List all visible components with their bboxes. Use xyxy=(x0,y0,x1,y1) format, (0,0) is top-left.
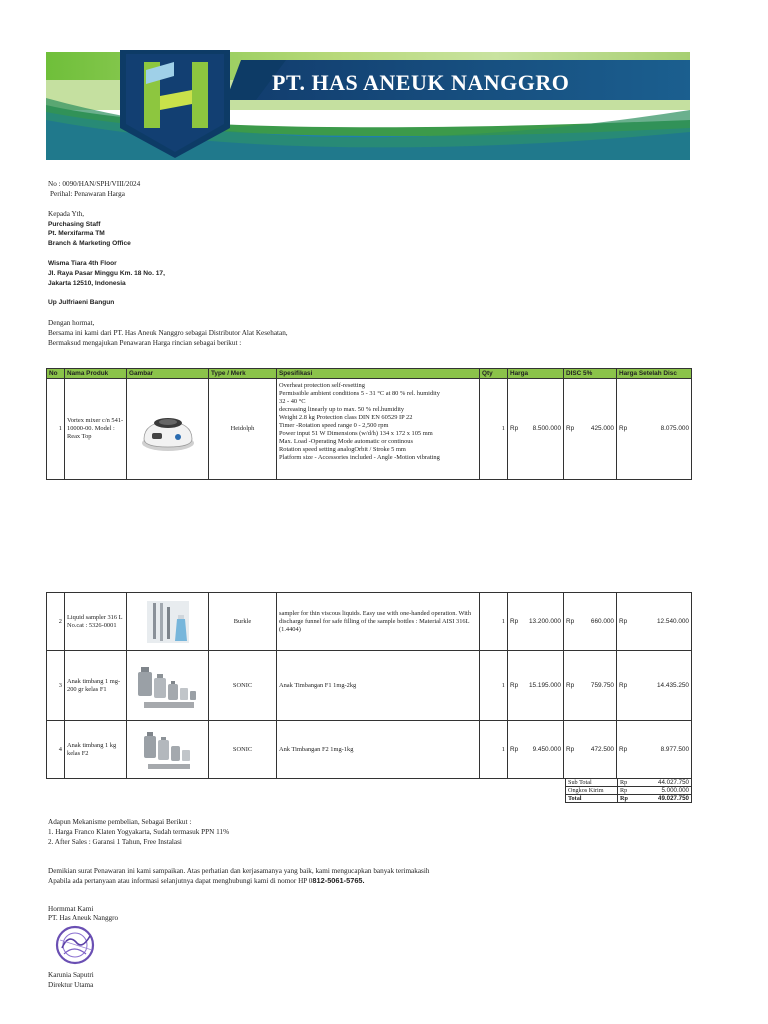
price-value: 13.200.000 xyxy=(529,617,561,625)
signature-company: PT. Has Aneuk Nanggro xyxy=(48,914,119,922)
product-spec: Anak Timbangan F1 1mg-2kg xyxy=(277,651,480,721)
product-name: Vortex mixer c/n 541-10000-00. Model : Reax Top xyxy=(65,379,127,480)
company-name: PT. HAS ANEUK NANGGRO xyxy=(272,70,570,95)
row-no: 3 xyxy=(47,651,65,721)
col-header: No xyxy=(47,369,65,379)
final-price xyxy=(617,651,692,721)
to-label: Kepada Yth, xyxy=(48,210,85,218)
shipping-row xyxy=(566,787,692,795)
terms-item: 2. After Sales : Garansi 1 Tahun, Free Instalasi xyxy=(48,838,182,846)
spec-line: Overheat protection self-resetting xyxy=(279,382,365,389)
summary-label: Sub Total xyxy=(566,779,618,787)
discount xyxy=(564,721,617,779)
summary-value: 5.000.000 xyxy=(634,787,692,795)
currency: Rp xyxy=(510,425,519,432)
qty: 1 xyxy=(480,379,508,480)
table-row xyxy=(47,651,692,721)
product-name: Liquid sampler 316 L No.cat : 5326-0001 xyxy=(65,593,127,651)
qty: 1 xyxy=(480,651,508,721)
address-line: Wisma Tiara 4th Floor xyxy=(48,260,117,267)
spec-line: Max. Load -Operating Mode automatic or continous xyxy=(279,438,413,445)
recipient-line: Branch & Marketing Office xyxy=(48,240,131,247)
product-image xyxy=(127,721,209,779)
col-header: Qty xyxy=(480,369,508,379)
currency: Rp xyxy=(619,745,628,753)
letterhead-banner xyxy=(46,50,690,160)
subtotal-row xyxy=(566,779,692,787)
currency: Rp xyxy=(566,745,575,753)
col-header: Nama Produk xyxy=(65,369,127,379)
summary-label: Total xyxy=(566,795,618,803)
price-value: 9.450.000 xyxy=(532,745,561,753)
discount xyxy=(564,593,617,651)
summary-value: 49.027.750 xyxy=(634,795,692,803)
weight-set-f2-image xyxy=(140,726,196,774)
final-price xyxy=(617,721,692,779)
product-type: Burkle xyxy=(209,593,277,651)
discount-value: 660.000 xyxy=(590,617,614,625)
currency: Rp xyxy=(619,681,628,689)
table-row xyxy=(47,379,692,480)
product-image xyxy=(127,651,209,721)
discount xyxy=(564,379,617,480)
row-no: 1 xyxy=(47,379,65,480)
intro-line: Bersama ini kami dari PT. Has Aneuk Nanggro sebagai Distributor Alat Kesehatan, xyxy=(48,329,288,337)
product-name: Anak timbang 1 mg-200 gr kelas F1 xyxy=(65,651,127,721)
currency: Rp xyxy=(566,681,575,689)
final-value: 12.540.000 xyxy=(657,617,689,625)
product-image xyxy=(127,379,209,480)
product-spec xyxy=(277,379,480,480)
currency: Rp xyxy=(510,745,519,753)
weight-set-f1-image xyxy=(134,658,202,714)
col-header: Harga Setelah Disc xyxy=(617,369,692,379)
closing-line-2 xyxy=(48,876,365,886)
discount-value: 472.500 xyxy=(590,745,614,753)
qty: 1 xyxy=(480,721,508,779)
spec-line: Platform size - Accessories included - Angle -Motion vibrating xyxy=(279,454,440,461)
price-value: 15.195.000 xyxy=(529,681,561,689)
spec-line: Permissible ambient conditions 5 - 31 °C at 80 % rel. humidity xyxy=(279,390,440,397)
discount xyxy=(564,651,617,721)
spec-line: Rotation speed setting analogOrbit / Stroke 5 mm xyxy=(279,446,406,453)
address-line: Jakarta 12510, Indonesia xyxy=(48,280,126,287)
row-no: 4 xyxy=(47,721,65,779)
signer-name: Karunia Saputri xyxy=(48,971,94,979)
currency: Rp xyxy=(619,425,628,432)
liquid-sampler-image xyxy=(143,597,193,647)
currency: Rp xyxy=(566,617,575,625)
address-line: Jl. Raya Pasar Minggu Km. 18 No. 17, xyxy=(48,270,165,277)
col-header: DISC 5% xyxy=(564,369,617,379)
summary-table xyxy=(565,778,692,803)
terms-title: Adapun Mekanisme pembelian, Sebagai Berikut : xyxy=(48,818,192,826)
currency: Rp xyxy=(510,681,519,689)
currency: Rp xyxy=(566,425,575,432)
summary-value: 44.027.750 xyxy=(634,779,692,787)
price-table xyxy=(46,368,692,480)
col-header: Type / Merk xyxy=(209,369,277,379)
attention-line: Up Julfriaeni Bangun xyxy=(48,299,115,306)
table-header-row xyxy=(47,369,692,379)
currency: Rp xyxy=(510,617,519,625)
product-spec: sampler for thin viscous liquids. Easy use with one-handed operation. With discharge funnel for safe filling of the sample bottles : Material AISI 316L (1.4404) xyxy=(277,593,480,651)
spec-line: Power input 51 W Dimensions (w/d/h) 134 x 172 x 105 mm xyxy=(279,430,433,437)
table-row xyxy=(47,721,692,779)
spec-line: decreasing linearly up to max. 50 % rel.humidity xyxy=(279,406,405,413)
recipient-line: Purchasing Staff xyxy=(48,221,101,228)
final-value: 8.075.000 xyxy=(660,425,689,432)
summary-currency: Rp xyxy=(618,787,634,795)
product-type: Heidolph xyxy=(209,379,277,480)
closing-text: Apabila ada pertanyaan atau informasi selanjutnya dapat menghubungi kami di nomor HP 0 xyxy=(48,877,313,885)
col-header: Harga xyxy=(508,369,564,379)
product-name: Anak timbang 1 kg kelas F2 xyxy=(65,721,127,779)
product-spec: Ank Timbangan F2 1mg-1kg xyxy=(277,721,480,779)
total-row xyxy=(566,795,692,803)
terms-item: 1. Harga Franco Klaten Yogyakarta, Sudah termasuk PPN 11% xyxy=(48,828,230,836)
discount-value: 759.750 xyxy=(590,681,614,689)
company-stamp xyxy=(52,924,98,966)
phone-number: 812-5061-5765. xyxy=(312,876,365,885)
summary-currency: Rp xyxy=(618,795,634,803)
regards: Hormmat Kami xyxy=(48,905,94,913)
product-type: SONIC xyxy=(209,721,277,779)
final-price xyxy=(617,379,692,480)
spec-line: Timer -Rotation speed range 0 - 2,500 rpm xyxy=(279,422,389,429)
price xyxy=(508,651,564,721)
price xyxy=(508,379,564,480)
greeting: Dengan hormat, xyxy=(48,319,95,327)
currency: Rp xyxy=(619,617,628,625)
summary-label: Ongkos Kirim xyxy=(566,787,618,795)
final-price xyxy=(617,593,692,651)
spec-line: 32 - 40 °C xyxy=(279,398,306,405)
summary-currency: Rp xyxy=(618,779,634,787)
final-value: 8.977.500 xyxy=(660,745,689,753)
price xyxy=(508,721,564,779)
col-header: Gambar xyxy=(127,369,209,379)
signer-title: Direktur Utama xyxy=(48,981,94,989)
product-image xyxy=(127,593,209,651)
price xyxy=(508,593,564,651)
spec-line: Weight 2.8 kg Protection class DIN EN 60529 IP 22 xyxy=(279,414,413,421)
closing-line: Demikian surat Penawaran ini kami sampaikan. Atas perhatian dan kerjasamanya yang baik, kami mengucapkan banyak terimakasih xyxy=(48,867,430,875)
discount-value: 425.000 xyxy=(590,425,614,432)
intro-line: Bermaksud mengajukan Penawaran Harga rincian sebagai berikut : xyxy=(48,339,242,347)
qty: 1 xyxy=(480,593,508,651)
product-type: SONIC xyxy=(209,651,277,721)
recipient-line: Pt. Merxifarma TM xyxy=(48,230,105,237)
price-table-continued xyxy=(46,592,692,779)
col-header: Spesifikasi xyxy=(277,369,480,379)
row-no: 2 xyxy=(47,593,65,651)
vortex-mixer-image xyxy=(138,405,198,453)
final-value: 14.435.250 xyxy=(657,681,689,689)
table-row xyxy=(47,593,692,651)
letter-subject: Perihal: Penawaran Harga xyxy=(50,190,125,198)
price-value: 8.500.000 xyxy=(532,425,561,432)
letter-number: No : 0090/HAN/SPH/VIII/2024 xyxy=(48,180,141,188)
